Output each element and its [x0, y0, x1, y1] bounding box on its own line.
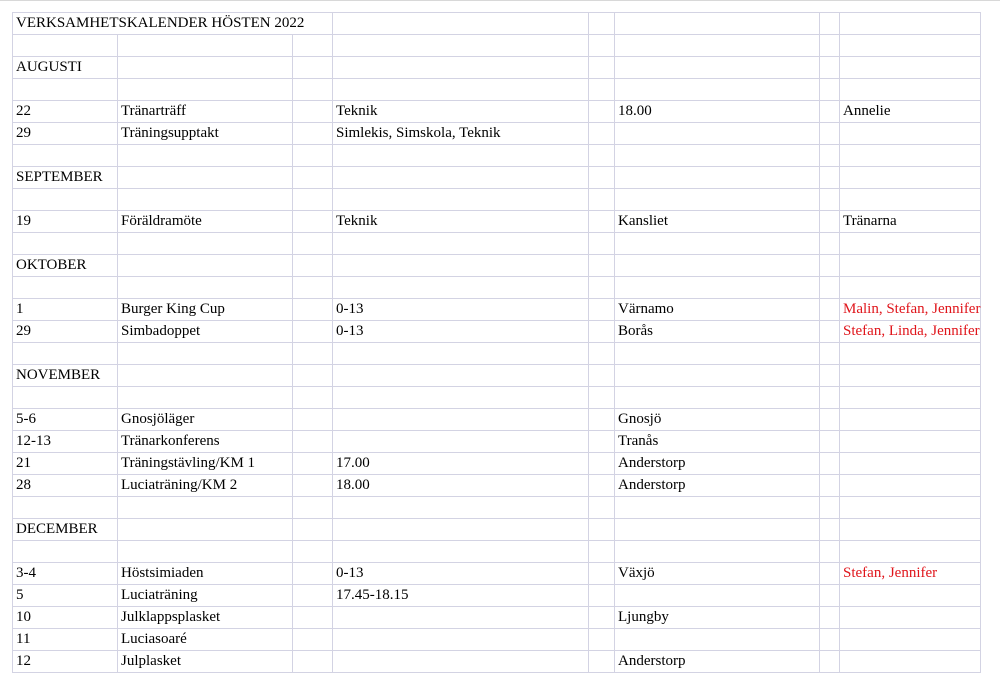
- cell: [13, 343, 118, 365]
- event-row: [13, 453, 981, 475]
- cell: [820, 255, 840, 277]
- cell: [840, 145, 981, 167]
- cell: [615, 519, 820, 541]
- cell: [589, 255, 615, 277]
- event-row: [13, 101, 981, 123]
- cell: [589, 497, 615, 519]
- page-title: VERKSAMHETSKALENDER HÖSTEN 2022: [13, 13, 333, 35]
- cell: [293, 585, 333, 607]
- cell: [615, 255, 820, 277]
- cell: [589, 365, 615, 387]
- cell: [615, 145, 820, 167]
- month-row: [13, 255, 981, 277]
- cell: [333, 541, 589, 563]
- cell: [333, 519, 589, 541]
- cell: [589, 13, 615, 35]
- cell: [333, 145, 589, 167]
- event-row: [13, 651, 981, 673]
- cell: [820, 563, 840, 585]
- cell: [615, 541, 820, 563]
- event-row: [13, 431, 981, 453]
- cell: [820, 57, 840, 79]
- cell: [615, 57, 820, 79]
- cell: [589, 277, 615, 299]
- cell: [293, 211, 333, 233]
- cell: [293, 343, 333, 365]
- cell: [589, 629, 615, 651]
- cell: [615, 189, 820, 211]
- cell: [820, 497, 840, 519]
- cell: [589, 519, 615, 541]
- cell: [333, 13, 589, 35]
- event-responsible: Stefan, Linda, Jennifer: [840, 321, 981, 343]
- cell: [589, 35, 615, 57]
- cell: [589, 541, 615, 563]
- cell: [333, 189, 589, 211]
- cell: [840, 277, 981, 299]
- event-responsible: [840, 453, 981, 475]
- event-info: [333, 651, 589, 673]
- cell: [820, 365, 840, 387]
- cell: [333, 233, 589, 255]
- event-date: 22: [13, 101, 118, 123]
- cell: [840, 233, 981, 255]
- cell: [13, 79, 118, 101]
- cell: [293, 409, 333, 431]
- cell: [293, 563, 333, 585]
- cell: [293, 79, 333, 101]
- cell: [13, 541, 118, 563]
- cell: [840, 387, 981, 409]
- cell: [293, 255, 333, 277]
- top-divider: [0, 0, 1000, 1]
- cell: [820, 13, 840, 35]
- cell: [820, 409, 840, 431]
- cell: [293, 497, 333, 519]
- event-place: Gnosjö: [615, 409, 820, 431]
- cell: [840, 189, 981, 211]
- cell: [820, 453, 840, 475]
- cell: [589, 57, 615, 79]
- event-responsible: [840, 475, 981, 497]
- event-date: 21: [13, 453, 118, 475]
- cell: [293, 475, 333, 497]
- event-date: 12-13: [13, 431, 118, 453]
- event-place: Växjö: [615, 563, 820, 585]
- cell: [118, 277, 293, 299]
- cell: [820, 651, 840, 673]
- cell: [820, 233, 840, 255]
- event-name: Höstsimiaden: [118, 563, 293, 585]
- event-name: Luciaträning/KM 2: [118, 475, 293, 497]
- event-date: 5: [13, 585, 118, 607]
- cell: [820, 321, 840, 343]
- event-place: Anderstorp: [615, 453, 820, 475]
- cell: [13, 497, 118, 519]
- cell: [293, 277, 333, 299]
- cell: [13, 387, 118, 409]
- cell: [615, 167, 820, 189]
- event-row: [13, 211, 981, 233]
- cell: [820, 629, 840, 651]
- event-place: 18.00: [615, 101, 820, 123]
- cell: [615, 497, 820, 519]
- event-date: 3-4: [13, 563, 118, 585]
- title-row: [13, 13, 981, 35]
- event-responsible: [840, 629, 981, 651]
- cell: [820, 211, 840, 233]
- cell: [820, 343, 840, 365]
- event-row: [13, 563, 981, 585]
- cell: [840, 35, 981, 57]
- cell: [118, 497, 293, 519]
- cell: [615, 387, 820, 409]
- cell: [589, 585, 615, 607]
- month-row: [13, 365, 981, 387]
- cell: [840, 497, 981, 519]
- event-info: [333, 431, 589, 453]
- cell: [118, 343, 293, 365]
- cell: [589, 651, 615, 673]
- cell: [820, 585, 840, 607]
- cell: [333, 387, 589, 409]
- event-responsible: [840, 409, 981, 431]
- cell: [118, 167, 293, 189]
- cell: [589, 409, 615, 431]
- event-info: [333, 409, 589, 431]
- event-info: Teknik: [333, 101, 589, 123]
- cell: [13, 189, 118, 211]
- cell: [589, 475, 615, 497]
- event-info: 0-13: [333, 321, 589, 343]
- event-row: [13, 409, 981, 431]
- event-info: [333, 607, 589, 629]
- cell: [118, 519, 293, 541]
- cell: [820, 35, 840, 57]
- event-date: 12: [13, 651, 118, 673]
- event-row: [13, 299, 981, 321]
- event-place: Tranås: [615, 431, 820, 453]
- cell: [820, 541, 840, 563]
- cell: [840, 365, 981, 387]
- blank-row: [13, 541, 981, 563]
- event-name: Burger King Cup: [118, 299, 293, 321]
- cell: [589, 211, 615, 233]
- cell: [333, 277, 589, 299]
- cell: [118, 189, 293, 211]
- cell: [333, 57, 589, 79]
- event-date: 11: [13, 629, 118, 651]
- cell: [615, 343, 820, 365]
- cell: [293, 629, 333, 651]
- blank-row: [13, 79, 981, 101]
- event-row: [13, 629, 981, 651]
- calendar-table: [12, 12, 981, 673]
- cell: [118, 541, 293, 563]
- month-heading: AUGUSTI: [13, 57, 118, 79]
- cell: [13, 35, 118, 57]
- event-place: Anderstorp: [615, 651, 820, 673]
- event-date: 19: [13, 211, 118, 233]
- cell: [820, 277, 840, 299]
- event-responsible: Tränarna: [840, 211, 981, 233]
- event-responsible: [840, 431, 981, 453]
- cell: [615, 233, 820, 255]
- cell: [293, 431, 333, 453]
- cell: [293, 57, 333, 79]
- event-place: Kansliet: [615, 211, 820, 233]
- cell: [118, 57, 293, 79]
- cell: [293, 189, 333, 211]
- cell: [820, 431, 840, 453]
- cell: [333, 79, 589, 101]
- blank-row: [13, 35, 981, 57]
- cell: [293, 651, 333, 673]
- cell: [615, 35, 820, 57]
- cell: [840, 519, 981, 541]
- cell: [293, 101, 333, 123]
- cell: [589, 79, 615, 101]
- cell: [293, 387, 333, 409]
- cell: [118, 233, 293, 255]
- blank-row: [13, 343, 981, 365]
- cell: [333, 365, 589, 387]
- event-name: Föräldramöte: [118, 211, 293, 233]
- cell: [118, 255, 293, 277]
- cell: [118, 145, 293, 167]
- month-row: [13, 519, 981, 541]
- cell: [293, 123, 333, 145]
- cell: [589, 189, 615, 211]
- event-info: [333, 629, 589, 651]
- cell: [615, 277, 820, 299]
- cell: [820, 167, 840, 189]
- month-heading: DECEMBER: [13, 519, 118, 541]
- event-row: [13, 123, 981, 145]
- cell: [820, 475, 840, 497]
- month-row: [13, 57, 981, 79]
- cell: [293, 321, 333, 343]
- event-name: Tränarkonferens: [118, 431, 293, 453]
- cell: [820, 145, 840, 167]
- cell: [840, 79, 981, 101]
- cell: [118, 35, 293, 57]
- event-responsible: Malin, Stefan, Jennifer: [840, 299, 981, 321]
- event-date: 1: [13, 299, 118, 321]
- month-heading: SEPTEMBER: [13, 167, 118, 189]
- cell: [589, 431, 615, 453]
- event-date: 5-6: [13, 409, 118, 431]
- event-place: [615, 629, 820, 651]
- event-responsible: [840, 123, 981, 145]
- cell: [293, 365, 333, 387]
- event-info: 17.00: [333, 453, 589, 475]
- event-date: 28: [13, 475, 118, 497]
- event-name: Träningsupptakt: [118, 123, 293, 145]
- event-name: Luciasoaré: [118, 629, 293, 651]
- event-info: 0-13: [333, 299, 589, 321]
- blank-row: [13, 189, 981, 211]
- cell: [820, 101, 840, 123]
- event-responsible: [840, 607, 981, 629]
- event-name: Julklappsplasket: [118, 607, 293, 629]
- cell: [589, 101, 615, 123]
- blank-row: [13, 497, 981, 519]
- cell: [589, 387, 615, 409]
- event-row: [13, 321, 981, 343]
- event-row: [13, 475, 981, 497]
- cell: [589, 607, 615, 629]
- event-place: Borås: [615, 321, 820, 343]
- cell: [840, 541, 981, 563]
- cell: [840, 57, 981, 79]
- cell: [820, 387, 840, 409]
- event-info: Teknik: [333, 211, 589, 233]
- cell: [589, 167, 615, 189]
- blank-row: [13, 387, 981, 409]
- event-place: [615, 585, 820, 607]
- event-name: Tränarträff: [118, 101, 293, 123]
- event-responsible: [840, 585, 981, 607]
- cell: [589, 123, 615, 145]
- cell: [293, 35, 333, 57]
- event-row: [13, 585, 981, 607]
- cell: [293, 541, 333, 563]
- cell: [293, 233, 333, 255]
- cell: [118, 365, 293, 387]
- cell: [293, 453, 333, 475]
- cell: [293, 299, 333, 321]
- cell: [333, 497, 589, 519]
- cell: [589, 145, 615, 167]
- event-name: Träningstävling/KM 1: [118, 453, 293, 475]
- cell: [589, 453, 615, 475]
- cell: [840, 167, 981, 189]
- month-heading: NOVEMBER: [13, 365, 118, 387]
- cell: [820, 607, 840, 629]
- cell: [589, 321, 615, 343]
- event-name: Luciaträning: [118, 585, 293, 607]
- cell: [293, 145, 333, 167]
- cell: [118, 387, 293, 409]
- event-name: Julplasket: [118, 651, 293, 673]
- cell: [820, 519, 840, 541]
- cell: [589, 299, 615, 321]
- event-date: 10: [13, 607, 118, 629]
- event-name: Gnosjöläger: [118, 409, 293, 431]
- cell: [589, 233, 615, 255]
- cell: [293, 167, 333, 189]
- cell: [13, 233, 118, 255]
- cell: [615, 13, 820, 35]
- event-place: Värnamo: [615, 299, 820, 321]
- cell: [293, 607, 333, 629]
- cell: [615, 79, 820, 101]
- cell: [589, 563, 615, 585]
- event-date: 29: [13, 123, 118, 145]
- event-responsible: [840, 651, 981, 673]
- cell: [333, 343, 589, 365]
- event-date: 29: [13, 321, 118, 343]
- event-place: [615, 123, 820, 145]
- blank-row: [13, 233, 981, 255]
- cell: [333, 167, 589, 189]
- cell: [820, 299, 840, 321]
- blank-row: [13, 277, 981, 299]
- event-info: 18.00: [333, 475, 589, 497]
- event-info: 0-13: [333, 563, 589, 585]
- event-name: Simbadoppet: [118, 321, 293, 343]
- event-responsible: Stefan, Jennifer: [840, 563, 981, 585]
- event-info: 17.45-18.15: [333, 585, 589, 607]
- cell: [13, 145, 118, 167]
- cell: [13, 277, 118, 299]
- month-heading: OKTOBER: [13, 255, 118, 277]
- cell: [615, 365, 820, 387]
- event-responsible: Annelie: [840, 101, 981, 123]
- event-place: Anderstorp: [615, 475, 820, 497]
- event-place: Ljungby: [615, 607, 820, 629]
- cell: [840, 255, 981, 277]
- cell: [333, 35, 589, 57]
- cell: [820, 79, 840, 101]
- blank-row: [13, 145, 981, 167]
- cell: [820, 123, 840, 145]
- cell: [118, 79, 293, 101]
- cell: [293, 519, 333, 541]
- cell: [333, 255, 589, 277]
- event-row: [13, 607, 981, 629]
- month-row: [13, 167, 981, 189]
- cell: [589, 343, 615, 365]
- cell: [820, 189, 840, 211]
- event-info: Simlekis, Simskola, Teknik: [333, 123, 589, 145]
- cell: [840, 13, 981, 35]
- cell: [840, 343, 981, 365]
